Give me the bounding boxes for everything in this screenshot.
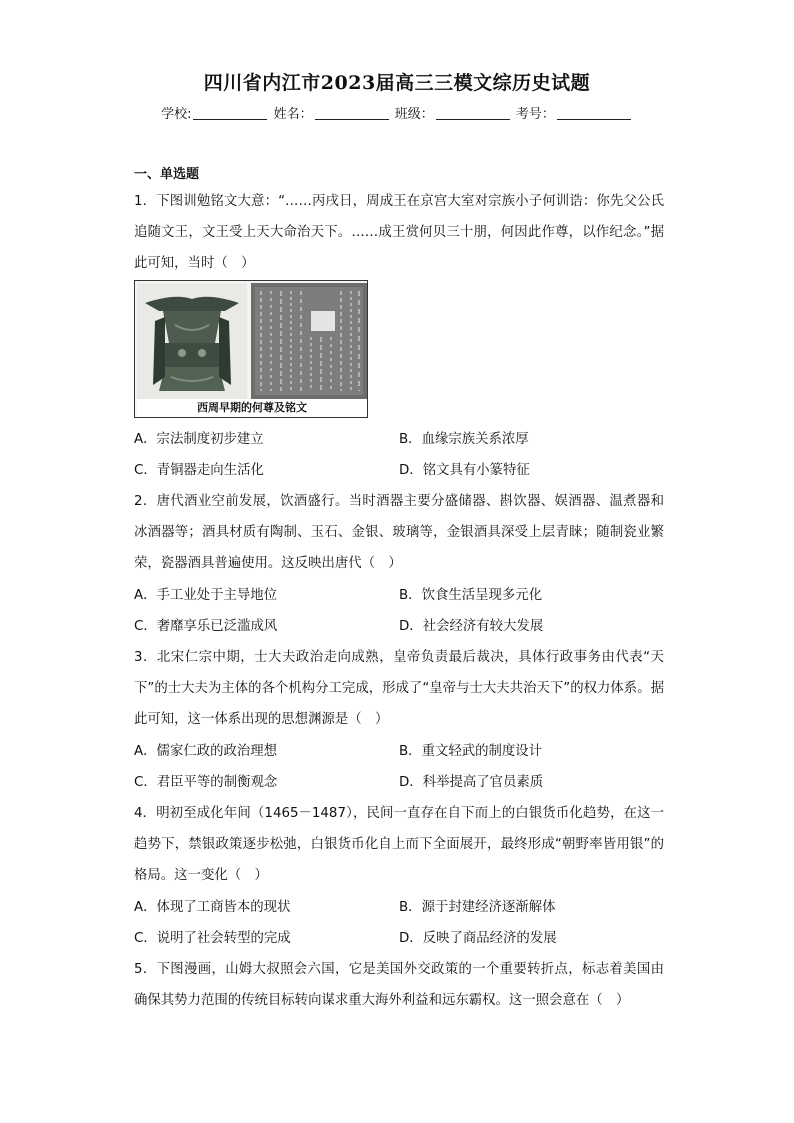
he-zun-illustration (135, 281, 368, 418)
option-d[interactable]: D．社会经济有较大发展 (399, 619, 544, 634)
question-1-text: 1．下图训勉铭文大意：“……丙戌日，周成王在京宫大室对宗族小子何训诰：你先父公氏追随文王，文王受上天大命治天下。……成王赏何贝三十朋，何因此作尊，以作纪念。”据此可知，当时（ ） (134, 194, 664, 271)
option-c[interactable]: C．说明了社会转型的完成 (134, 931, 291, 946)
question-2-options (134, 580, 664, 642)
question-4-options (134, 892, 664, 954)
option-b[interactable]: B．重文轻武的制度设计 (399, 744, 543, 759)
section-title: 一、单选题 (134, 167, 200, 182)
name-label: 姓名： (273, 107, 313, 122)
question-5-text: 5．下图漫画，山姆大叔照会六国，它是美国外交政策的一个重要转折点，标志着美国由确保其势力范围的传统目标转向谋求重大海外利益和远东霸权。这一照会意在（ ） (134, 962, 664, 1008)
figure-caption: 西周早期的何尊及铭文 (197, 401, 307, 414)
exam-no-label: 考号： (515, 107, 555, 122)
name-blank[interactable] (315, 107, 389, 120)
option-d[interactable]: D．反映了商品经济的发展 (399, 931, 557, 946)
option-c[interactable]: C．青铜器走向生活化 (134, 463, 264, 478)
school-blank[interactable] (193, 107, 267, 120)
class-label: 班级： (394, 107, 434, 122)
student-info-row (0, 103, 794, 122)
question-2-text: 2．唐代酒业空前发展，饮酒盛行。当时酒器主要分盛储器、斟饮器、娱酒器、温煮器和冰酒器等；酒具材质有陶制、玉石、金银、玻璃等，金银酒具深受上层青睐；随制瓷业繁荣，瓷器酒具普遍使用。这反映出唐代（ ） (134, 494, 664, 571)
question-4-text: 4．明初至成化年间（1465－1487），民间一直存在自下而上的白银货币化趋势，在这一趋势下，禁银政策逐步松弛，白银货币化自上而下全面展开，最终形成“朝野率皆用银”的格局。这一变化（ ） (134, 806, 664, 883)
option-c[interactable]: C．君臣平等的制衡观念 (134, 775, 278, 790)
question-1-options (134, 424, 664, 486)
school-label: 学校: (161, 107, 192, 122)
option-b[interactable]: B．源于封建经济逐渐解体 (399, 900, 556, 915)
question-1-figure (134, 280, 368, 418)
option-a[interactable]: A．宗法制度初步建立 (134, 432, 264, 447)
page-title: 四川省内江市2023届高三三模文综历史试题 (203, 72, 591, 94)
option-c[interactable]: C．奢靡享乐已泛滥成风 (134, 619, 278, 634)
option-a[interactable]: A．体现了工商皆本的现状 (134, 900, 291, 915)
option-a[interactable]: A．儒家仁政的政治理想 (134, 744, 278, 759)
option-d[interactable]: D．铭文具有小篆特征 (399, 463, 530, 478)
option-b[interactable]: B．血缘宗族关系浓厚 (399, 432, 529, 447)
option-a[interactable]: A．手工业处于主导地位 (134, 588, 278, 603)
option-b[interactable]: B．饮食生活呈现多元化 (399, 588, 543, 603)
option-d[interactable]: D．科举提高了官员素质 (399, 775, 544, 790)
question-3-text: 3．北宋仁宗中期，士大夫政治走向成熟，皇帝负责最后裁决，具体行政事务由代表“天下”的士大夫为主体的各个机构分工完成，形成了“皇帝与士大夫共治天下”的权力体系。据此可知，这一体系出现的思想渊源是（ ） (134, 650, 664, 727)
question-3-options (134, 736, 664, 798)
exam-no-blank[interactable] (557, 107, 631, 120)
class-blank[interactable] (436, 107, 510, 120)
